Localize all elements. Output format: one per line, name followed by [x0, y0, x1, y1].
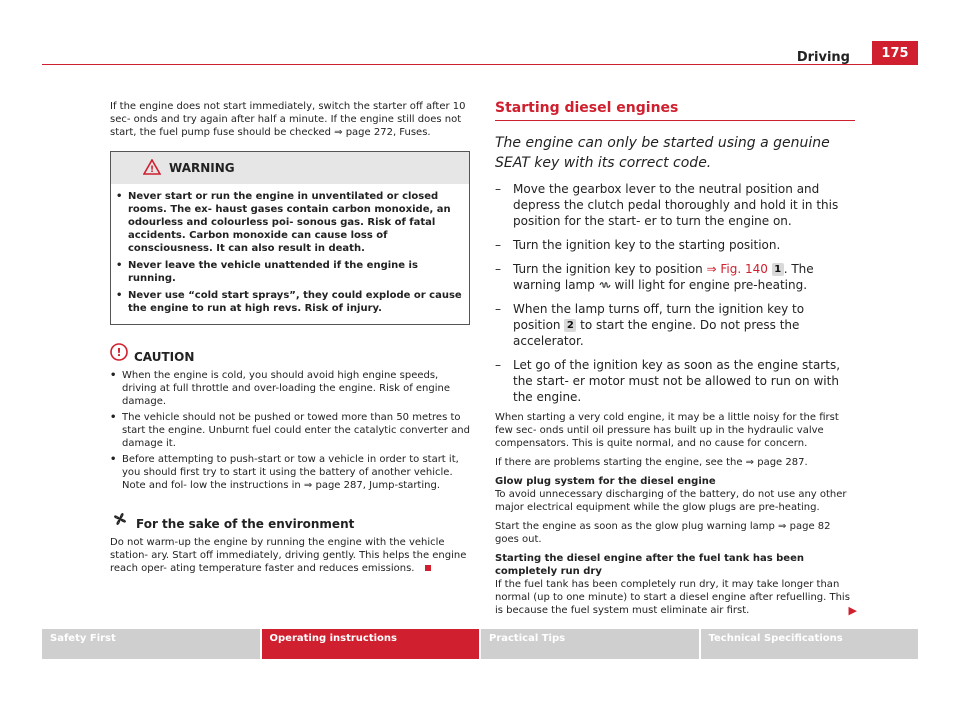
tab-technical-specifications[interactable]: Technical Specifications	[701, 629, 919, 659]
glow-plug-icon	[599, 278, 611, 292]
tab-operating-instructions[interactable]: Operating instructions	[262, 629, 480, 659]
tab-safety-first[interactable]: Safety First	[42, 629, 260, 659]
glow-text-2: Start the engine as soon as the glow plug warning lamp ⇒ page 82 goes out.	[495, 521, 831, 545]
environment-header	[110, 510, 470, 532]
environment-text: Do not warm-up the engine by running the engine with the vehicle station- ary. Start off immediately, driving gently. This helps the engine reach oper- ating temperature faster and reduces emissions.	[110, 537, 467, 574]
step-item: – Turn the ignition key to the starting position.	[495, 238, 781, 252]
glow-section: Glow plug system for the diesel engine To avoid unnecessary discharging of the battery, do not use any other major electrical equipment while the glow plugs are pre-heating.	[495, 475, 855, 514]
warning-triangle-icon	[143, 159, 161, 178]
warning-item: • Never start or run the engine in unventilated or closed rooms. The ex- haust gases contain carbon monoxide, an odourless and colourless poi- sonous gas. Risk of fatal accidents. Carbon monoxide can cause loss of consciousness. It can also result in death.	[116, 191, 451, 254]
caution-item: • The vehicle should not be pushed or towed more than 50 metres to start the engine. Unburnt fuel could enter the catalytic converter and damage it.	[110, 412, 470, 449]
step-item: – Let go of the ignition key as soon as the engine starts, the start- er motor must not be allowed to run on with the engine.	[495, 358, 841, 404]
leaf-icon	[110, 510, 130, 532]
warning-item: • Never leave the vehicle unattended if the engine is running.	[116, 260, 418, 284]
environment-title: For the sake of the environment	[136, 516, 355, 531]
left-column	[110, 100, 470, 575]
caution-title: CAUTION	[134, 349, 195, 364]
right-column	[495, 100, 855, 617]
caution-icon	[110, 343, 128, 365]
glow-title: Glow plug system for the diesel engine	[495, 476, 716, 487]
caution-item: • Before attempting to push-start or tow a vehicle in order to start it, you should first try to start it using the battery of another vehicle. Note and fol- low the instructions in ⇒ page 287, Jump-starting.	[110, 454, 459, 491]
svg-text:!: !	[116, 346, 122, 359]
page-number: 175	[872, 41, 918, 65]
step-item: – Turn the ignition key to position ⇒ Fig. 140 1 . The warning lamp will light for engine pre-heating.	[495, 262, 814, 292]
step-item: – Move the gearbox lever to the neutral position and depress the clutch pedal thoroughly and hold it in this position for the start- er to turn the engine on.	[495, 182, 839, 228]
caution-item: • When the engine is cold, you should avoid high engine speeds, driving at full throttle and over-loading the engine. Risk of engine damage.	[110, 370, 450, 407]
footer-nav	[42, 629, 918, 659]
warning-box	[110, 151, 470, 325]
intro-paragraph: If the engine does not start immediately, switch the starter off after 10 sec- onds and try again after half a minute. If the engine still does not start, the fuel pump fuse should be checked ⇒ page 272, Fuses.	[110, 101, 466, 138]
end-marker-icon	[425, 565, 431, 571]
caution-header	[110, 343, 470, 365]
warning-item: • Never use “cold start sprays”, they could explode or cause the engine to run at high revs. Risk of injury.	[116, 290, 462, 314]
section-title: Driving	[796, 50, 850, 65]
position-number: 1	[772, 263, 784, 276]
position-number: 2	[564, 319, 576, 332]
warning-header	[111, 152, 469, 184]
continue-arrow-icon: ▶	[848, 604, 857, 617]
step-item: – When the lamp turns off, turn the ignition key to position 2 to start the engine. Do not press the accelerator.	[495, 302, 805, 348]
header-rule	[42, 64, 918, 65]
fuel-dry-title: Starting the diesel engine after the fuel tank has been completely run dry	[495, 553, 804, 577]
note-paragraph: When starting a very cold engine, it may be a little noisy for the first few sec- onds until oil pressure has built up in the hydraulic valve compensators. This is quite normal, and no cause for concern.	[495, 412, 839, 449]
fuel-dry-section: Starting the diesel engine after the fuel tank has been completely run dry If the fuel tank has been completely run dry, it may take longer than normal (up to one minute) to start a diesel engine after refuelling. This is because the fuel system must eliminate air first. ▶	[495, 553, 857, 617]
caution-list	[110, 369, 470, 492]
lead-text: The engine can only be started using a genuine SEAT key with its correct code.	[495, 135, 830, 171]
figure-link[interactable]: ⇒ Fig. 140	[706, 262, 768, 276]
note-paragraph: If there are problems starting the engine, see the ⇒ page 287.	[495, 457, 808, 468]
section-heading: Starting diesel engines	[495, 100, 855, 121]
tab-practical-tips[interactable]: Practical Tips	[481, 629, 699, 659]
svg-text:!: !	[149, 164, 155, 175]
warning-content	[111, 184, 469, 324]
warning-title: WARNING	[169, 160, 235, 175]
